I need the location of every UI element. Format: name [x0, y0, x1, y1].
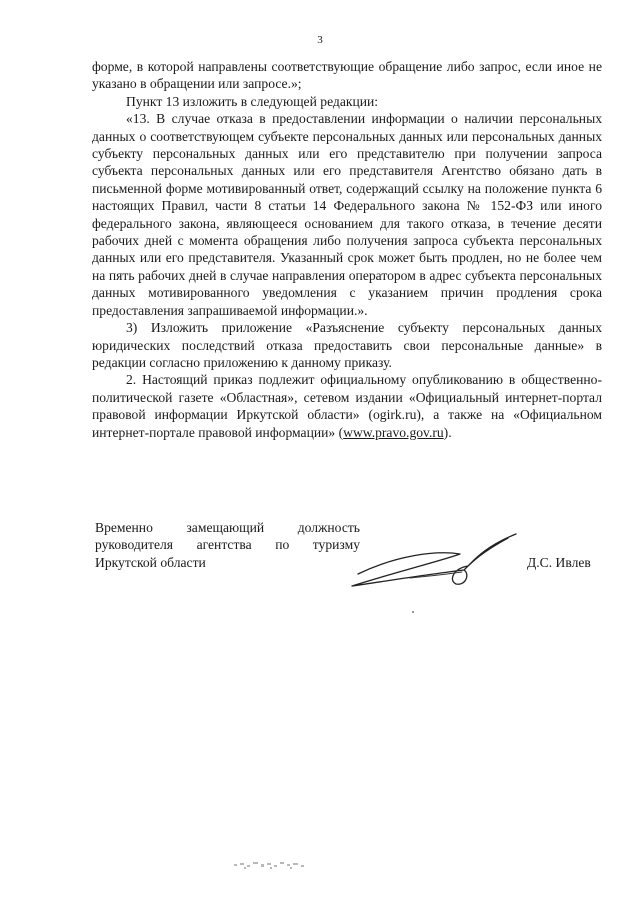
- signer-position-line-2: руководителя агентства по туризму: [95, 537, 360, 553]
- scan-speck: [412, 611, 414, 613]
- signer-position-line-3: Иркутской области: [95, 554, 206, 570]
- paragraph-continuation: форме, в которой направлены соответствующие обращение либо запрос, если иное не указано в обращении или запросе.»;: [92, 59, 602, 92]
- paragraph-publication: [92, 371, 602, 441]
- publication-text: 2. Настоящий приказ подлежит официальному опубликованию в общественно-политической газете «Областная», сетевом издании «Официальный интернет-портал правовой информации Иркутской области» (ogirk.ru), а также на «Официальном интернет-портале правовой информации» (: [92, 372, 602, 440]
- handwritten-signature: [340, 530, 530, 600]
- paragraph-item-13-intro: Пункт 13 изложить в следующей редакции:: [126, 93, 379, 109]
- paragraph-appendix: 3) Изложить приложение «Разъяснение субъекту персональных данных юридических последствий отказа предоставить свои персональные данные» в редакции согласно приложению к данному приказу.: [92, 320, 602, 370]
- page-number: 3: [317, 34, 323, 46]
- signer-position: [95, 519, 360, 571]
- signer-name: Д.С. Ивлев: [527, 555, 591, 570]
- document-body: [92, 58, 602, 441]
- paragraph-item-13-text: «13. В случае отказа в предоставлении информации о наличии персональных данных о соответствующем субъекте персональных данных или персональных данных субъекту персональных данных или его представителю при получении запроса субъекта персональных данных или его представителя Агентство обязано дать в письменной форме мотивированный ответ, содержащий ссылку на положение пункта 6 настоящих Правил, части 8 статьи 14 Федерального закона № 152-ФЗ или иного федерального закона, являющееся основанием для такого отказа, в течение десяти рабочих дней с момента обращения либо получения запроса субъекта персональных данных или его представителя. Указанный срок может быть продлен, но не более чем на пять рабочих дней в случае направления оператором в адрес субъекта персональных данных мотивированного уведомления с указанием причин продления срока предоставления запрашиваемой информации.».: [92, 111, 602, 318]
- faded-stamp-residue: [232, 858, 312, 872]
- publication-end: ).: [443, 424, 452, 440]
- pravo-link[interactable]: www.pravo.gov.ru: [343, 424, 444, 440]
- signer-position-line-1: Временно замещающий должность: [95, 520, 360, 535]
